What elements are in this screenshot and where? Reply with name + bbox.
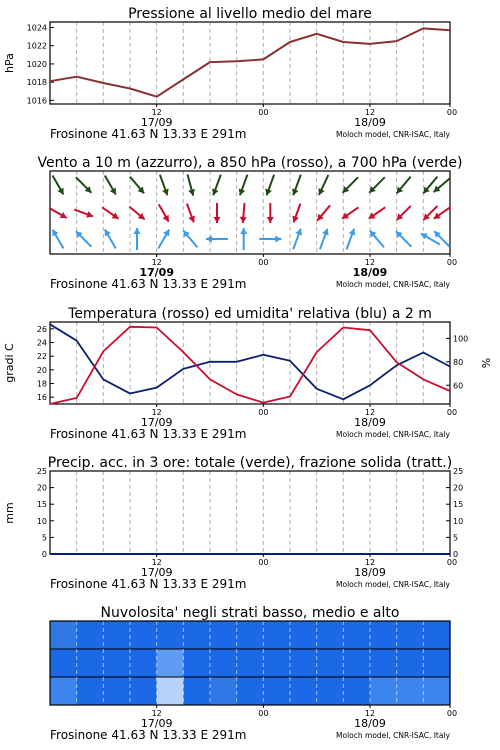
cloud-cell-medio <box>343 649 370 677</box>
wind-arrow-w10 <box>158 230 169 249</box>
cloud-cell-alto <box>157 621 184 649</box>
x-day-label: 17/09 <box>139 266 174 279</box>
wind-arrow-w10 <box>76 231 92 247</box>
cloud-cell-medio <box>50 649 77 677</box>
y-tick-label: 10 <box>36 516 47 526</box>
model-credit: Moloch model, CNR-ISAC, Italy <box>336 430 450 439</box>
wind-arrow-head <box>188 189 195 196</box>
y-tick-label: 5 <box>41 533 47 543</box>
wind-arrow-head <box>214 217 221 223</box>
model-credit: Moloch model, CNR-ISAC, Italy <box>336 731 450 740</box>
location-label: Frosinone 41.63 N 13.33 E 291m <box>50 127 247 141</box>
y-tick-label-right: 80 <box>453 357 464 367</box>
y-axis-label-right: % <box>480 357 493 369</box>
cloud-cell-medio <box>157 649 184 677</box>
cloud-cell-medio <box>317 649 344 677</box>
wind-arrow-w850 <box>214 203 221 223</box>
cloud-cell-basso <box>50 677 77 705</box>
x-day-label: 18/09 <box>354 717 386 730</box>
x-tick-label: 00 <box>446 709 458 718</box>
chart-title: Vento a 10 m (azzurro), a 850 hPa (rosso), a 700 hPa (verde) <box>37 155 463 171</box>
wind-arrow-w700 <box>239 175 248 196</box>
cloud-cell-basso <box>263 677 290 705</box>
cloud-cell-alto <box>103 621 130 649</box>
y-axis-label: gradi C <box>3 343 16 383</box>
y-tick-label: 1022 <box>26 41 47 51</box>
cloud-cell-basso <box>290 677 317 705</box>
plot-frame <box>50 22 450 104</box>
cloud-cell-medio <box>237 649 264 677</box>
x-day-label: 18/09 <box>352 266 388 279</box>
x-day-label: 18/09 <box>354 116 386 129</box>
cloud-cell-alto <box>397 621 424 649</box>
wind-arrow-w850 <box>317 205 330 220</box>
humidity-line <box>50 324 450 399</box>
cloud-cell-medio <box>183 649 210 677</box>
x-tick-label: 00 <box>258 709 269 718</box>
wind-arrow-w700 <box>318 175 328 195</box>
location-label: Frosinone 41.63 N 13.33 E 291m <box>50 728 247 742</box>
x-day-label: 17/09 <box>140 416 173 429</box>
wind-arrow-w850 <box>267 203 274 223</box>
y-tick-label-right: 0 <box>453 550 459 559</box>
wind-arrow-w700 <box>397 177 411 194</box>
cloud-cell-medio <box>397 649 424 677</box>
wind-arrow-w700 <box>265 175 274 196</box>
y-tick-label-right: 15 <box>453 500 464 510</box>
cloud-cell-medio <box>103 649 130 677</box>
temperature-line <box>50 327 450 404</box>
wind-arrow-w10 <box>240 228 247 250</box>
wind-arrow-w700 <box>434 178 451 192</box>
cloud-cell-alto <box>423 621 450 649</box>
plot-frame <box>50 471 450 554</box>
wind-arrow-w850 <box>292 204 300 223</box>
wind-arrow-w700 <box>130 177 144 194</box>
wind-arrow-w10 <box>320 229 329 250</box>
y-tick-label-right: 60 <box>453 381 464 391</box>
x-day-label: 17/09 <box>140 717 173 730</box>
wind-arrow-head <box>267 217 274 223</box>
model-credit: Moloch model, CNR-ISAC, Italy <box>336 280 450 289</box>
x-tick-label: 00 <box>446 108 458 117</box>
cloud-cell-basso <box>423 677 450 705</box>
y-tick-label: 1020 <box>26 59 47 69</box>
wind-arrow-w10 <box>259 236 281 243</box>
wind-arrow-w10 <box>53 230 64 249</box>
y-axis-label: hPa <box>3 53 16 73</box>
wind-arrow-w700 <box>212 175 221 196</box>
wind-arrow-w700 <box>53 176 64 195</box>
cloud-cell-alto <box>237 621 264 649</box>
y-axis-label: mm <box>3 502 16 524</box>
y-tick-label-right: 100 <box>453 334 469 344</box>
cloud-cell-alto <box>183 621 210 649</box>
chart-title: Pressione al livello medio del mare <box>128 6 372 22</box>
y-tick-label: 15 <box>36 500 47 510</box>
x-tick-label: 00 <box>258 108 269 117</box>
x-tick-label: 12 <box>151 258 162 267</box>
wind-arrow-w10 <box>183 231 197 248</box>
wind-arrow-w850 <box>102 207 118 218</box>
wind-arrow-w700 <box>343 177 359 193</box>
y-tick-label: 0 <box>41 550 47 559</box>
wind-arrow-w700 <box>369 177 385 193</box>
y-tick-label: 22 <box>36 352 47 362</box>
x-tick-label: 12 <box>151 408 162 417</box>
wind-arrow-head <box>240 228 247 234</box>
y-tick-label-right: 10 <box>453 516 464 526</box>
wind-arrow-w10 <box>134 228 141 250</box>
cloud-cell-medio <box>370 649 397 677</box>
pressure-line <box>50 28 450 96</box>
chart-title: Nuvolosita' negli strati basso, medio e alto <box>100 605 400 621</box>
cloud-cell-basso <box>183 677 210 705</box>
wind-arrow-w850 <box>159 204 169 221</box>
wind-chart <box>37 155 462 291</box>
y-tick-label: 25 <box>36 467 47 476</box>
cloud-cell-alto <box>343 621 370 649</box>
y-tick-label: 26 <box>36 324 47 334</box>
y-tick-label-right: 20 <box>453 483 464 493</box>
wind-arrow-w10 <box>347 229 356 250</box>
wind-arrow-w850 <box>369 207 385 218</box>
x-tick-label: 12 <box>151 558 162 567</box>
cloud-cell-basso <box>370 677 397 705</box>
chart-title: Precip. acc. in 3 ore: totale (verde), frazione solida (tratt.) <box>47 455 453 471</box>
x-tick-label: 12 <box>364 408 376 417</box>
wind-arrow-w850 <box>397 206 411 220</box>
y-tick-label: 18 <box>36 379 47 389</box>
x-tick-label: 00 <box>446 558 458 567</box>
y-tick-label: 16 <box>36 393 47 403</box>
wind-arrow-w850 <box>342 207 358 218</box>
x-tick-label: 00 <box>258 258 269 267</box>
wind-arrow-w10 <box>105 230 116 249</box>
wind-arrow-w10 <box>396 231 412 247</box>
wind-arrow-w850 <box>129 207 144 220</box>
wind-arrow-w700 <box>76 177 92 193</box>
x-tick-label: 12 <box>364 108 376 117</box>
y-tick-label: 20 <box>36 365 47 375</box>
cloud-cell-basso <box>317 677 344 705</box>
cloud-cell-basso <box>210 677 237 705</box>
cloud-cell-medio <box>423 649 450 677</box>
x-tick-label: 00 <box>446 408 458 417</box>
pressure-chart <box>3 6 457 141</box>
wind-arrow-w850 <box>434 207 450 218</box>
x-tick-label: 00 <box>258 558 269 567</box>
x-tick-label: 12 <box>364 258 376 267</box>
wind-arrow-w10 <box>206 236 228 243</box>
plot-frame <box>50 322 450 404</box>
cloud-cell-alto <box>290 621 317 649</box>
y-tick-label-right: 5 <box>453 533 459 543</box>
x-tick-label: 00 <box>446 258 458 267</box>
cloud-cell-alto <box>317 621 344 649</box>
x-tick-label: 00 <box>258 408 269 417</box>
y-tick-label: 1016 <box>26 96 47 106</box>
y-tick-label: 24 <box>36 338 47 348</box>
cloud-cell-basso <box>343 677 370 705</box>
cloud-cell-basso <box>237 677 264 705</box>
cloud-cell-basso <box>397 677 424 705</box>
cloud-cell-alto <box>50 621 77 649</box>
wind-arrow-w10 <box>370 231 384 248</box>
location-label: Frosinone 41.63 N 13.33 E 291m <box>50 277 247 291</box>
cloud-cell-medio <box>290 649 317 677</box>
x-tick-label: 12 <box>151 709 162 718</box>
wind-arrow-w850 <box>187 204 195 223</box>
wind-arrow-w10 <box>293 229 302 250</box>
model-credit: Moloch model, CNR-ISAC, Italy <box>336 130 450 139</box>
cloud-cell-medio <box>263 649 290 677</box>
y-tick-label: 1024 <box>26 23 47 33</box>
y-tick-label: 20 <box>36 483 47 493</box>
wind-arrow-w700 <box>160 175 169 196</box>
cloud-cell-alto <box>130 621 157 649</box>
x-tick-label: 12 <box>151 108 162 117</box>
cloud-cell-alto <box>263 621 290 649</box>
wind-arrow-w850 <box>240 203 247 223</box>
x-day-label: 18/09 <box>354 566 386 579</box>
wind-arrow-w700 <box>105 176 116 195</box>
wind-arrow-head <box>240 217 247 223</box>
x-day-label: 17/09 <box>140 116 173 129</box>
x-tick-label: 12 <box>364 709 376 718</box>
wind-arrow-head <box>206 236 212 243</box>
wind-arrow-w10 <box>434 231 450 247</box>
model-credit: Moloch model, CNR-ISAC, Italy <box>336 580 450 589</box>
wind-arrow-w700 <box>292 175 301 196</box>
x-day-label: 17/09 <box>140 566 173 579</box>
cloud-cell-alto <box>77 621 104 649</box>
location-label: Frosinone 41.63 N 13.33 E 291m <box>50 577 247 591</box>
cloud-cell-alto <box>370 621 397 649</box>
wind-arrow-head <box>275 236 281 243</box>
chart-title: Temperatura (rosso) ed umidita' relativa (blu) a 2 m <box>68 306 432 322</box>
cloud-cell-medio <box>130 649 157 677</box>
cloud-cover-chart <box>50 605 457 742</box>
wind-arrow-head <box>134 228 141 234</box>
cloud-cell-basso <box>157 677 184 705</box>
precipitation-chart <box>3 455 463 591</box>
cloud-cell-medio <box>210 649 237 677</box>
cloud-cell-medio <box>77 649 104 677</box>
cloud-cell-basso <box>77 677 104 705</box>
x-day-label: 18/09 <box>354 416 386 429</box>
location-label: Frosinone 41.63 N 13.33 E 291m <box>50 427 247 441</box>
wind-arrow-w700 <box>188 174 196 195</box>
cloud-cell-basso <box>103 677 130 705</box>
wind-arrow-w850 <box>49 208 66 218</box>
temperature-humidity-chart <box>3 306 493 441</box>
cloud-cell-alto <box>210 621 237 649</box>
x-tick-label: 12 <box>364 558 376 567</box>
y-tick-label: 1018 <box>26 78 47 88</box>
y-tick-label-right: 25 <box>453 467 464 476</box>
cloud-cell-basso <box>130 677 157 705</box>
